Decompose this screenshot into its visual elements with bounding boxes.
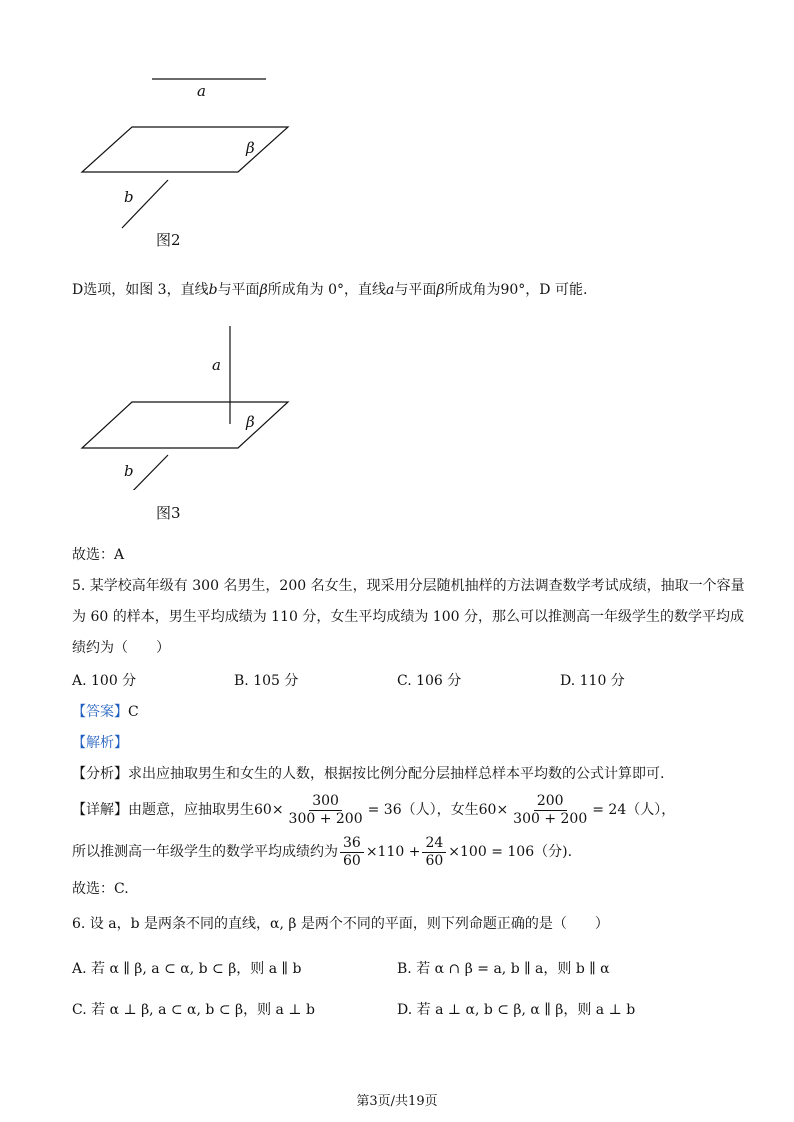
q5-xiangjie-line [72, 792, 734, 832]
figure-2-label-a: a [197, 82, 206, 100]
figure-2 [70, 70, 310, 240]
figure-3-label-beta: β [246, 413, 255, 431]
symbol-a: a [386, 282, 395, 298]
q5-option-b: B. 105 分 [234, 673, 299, 689]
q5-fenxi-line [72, 764, 734, 784]
q5-option-d: D. 110 分 [560, 673, 625, 689]
symbol-b: b [208, 282, 218, 298]
analysis-tag: 【解析】 [72, 735, 128, 751]
angle-value: 90° [500, 282, 526, 298]
symbol-beta: β [259, 282, 268, 298]
option-d-explanation [72, 280, 734, 300]
answer-tag: 【答案】 [72, 704, 128, 720]
q6-option-d: D. 若 a ⊥ α, b ⊂ β, α ∥ β，则 a ⊥ b [397, 1002, 636, 1018]
fraction-male [286, 793, 366, 828]
q5-conclusion-line [72, 834, 734, 874]
formula-male-prefix: 60× [254, 802, 284, 818]
explanation-text: 所成角为 [444, 282, 501, 298]
fraction-denominator: 60 [343, 852, 361, 869]
xiangjie-text: 由题意，应抽取男生 [128, 802, 254, 818]
conclusion-text: 所以推测高一年级学生的数学平均成绩约为 [72, 844, 338, 860]
fraction-numerator: 36 [340, 835, 364, 853]
plane-beta [82, 402, 288, 448]
page-footer: 第3页/共19页 [356, 1094, 438, 1109]
explanation-text: 与平面 [217, 282, 260, 298]
q6-option-a: A. 若 α ∥ β, a ⊂ α, b ⊂ β，则 a ∥ b [72, 961, 302, 977]
fraction-denominator: 300 + 200 [513, 810, 588, 827]
fraction-numerator: 300 [309, 793, 342, 811]
q6-option-b: B. 若 α ∩ β = a, b ∥ a，则 b ∥ α [397, 961, 610, 977]
fraction-denominator: 300 + 200 [288, 810, 363, 827]
fraction-numerator: 24 [422, 835, 446, 853]
figure-2-label-b: b [124, 188, 134, 206]
fenxi-text: 求出应抽取男生和女生的人数，根据按比例分配分层抽样总样本平均数的公式计算即可. [128, 766, 665, 782]
fraction-24-60 [422, 835, 446, 870]
q5-final-answer: 故选：C. [72, 881, 129, 897]
q5-stem-line-2: 为 60 的样本，男生平均成绩为 110 分，女生平均成绩为 100 分，那么可以推测高一年级学生的数学平均成 [72, 609, 744, 625]
fraction-female [510, 793, 590, 828]
explanation-text: D选项，如图 3，直线 [72, 282, 209, 298]
fenxi-tag: 【分析】 [72, 766, 128, 782]
q5-analysis-line [72, 733, 734, 753]
explanation-text: 所成角为 0°，直线 [267, 282, 387, 298]
symbol-beta: β [436, 282, 445, 298]
q5-answer-line [72, 702, 734, 722]
q5-option-a: A. 100 分 [72, 673, 137, 689]
plane-beta [82, 127, 288, 172]
q4-answer: 故选：A [72, 547, 125, 563]
xiangjie-tag: 【详解】 [72, 802, 128, 818]
q6-option-c: C. 若 α ⊥ β, a ⊂ α, b ⊂ β，则 a ⊥ b [72, 1002, 315, 1018]
q6-stem: 6. 设 a，b 是两条不同的直线，α, β 是两个不同的平面，则下列命题正确的是（ ） [72, 916, 609, 932]
explanation-text: 与平面 [394, 282, 437, 298]
figure-3-caption: 图3 [156, 504, 181, 522]
figure-3-label-b: b [124, 462, 134, 480]
formula-female-result: = 24（人）， [592, 802, 676, 818]
figure-3-label-a: a [212, 356, 221, 374]
formula-male-result: = 36（人），女生 [367, 802, 479, 818]
q5-stem-line-3: 绩约为（ ） [72, 640, 170, 656]
figure-3 [70, 320, 310, 490]
q5-option-c: C. 106 分 [397, 673, 462, 689]
explanation-text: ，D 可能. [525, 282, 588, 298]
q5-stem-line-1: 5. 某学校高年级有 300 名男生，200 名女生，现采用分层随机抽样的方法调查数学考试成绩，抽取一个容量 [72, 578, 745, 594]
answer-value: C [128, 704, 139, 720]
fraction-numerator: 200 [534, 793, 567, 811]
formula-mid: ×110 + [365, 844, 421, 860]
fraction-denominator: 60 [425, 852, 444, 869]
figure-2-caption: 图2 [156, 231, 181, 249]
fraction-36-60 [340, 835, 364, 870]
formula-female-prefix: 60× [478, 802, 509, 818]
figure-2-label-beta: β [246, 139, 255, 157]
formula-result: ×100 = 106（分). [448, 844, 573, 860]
